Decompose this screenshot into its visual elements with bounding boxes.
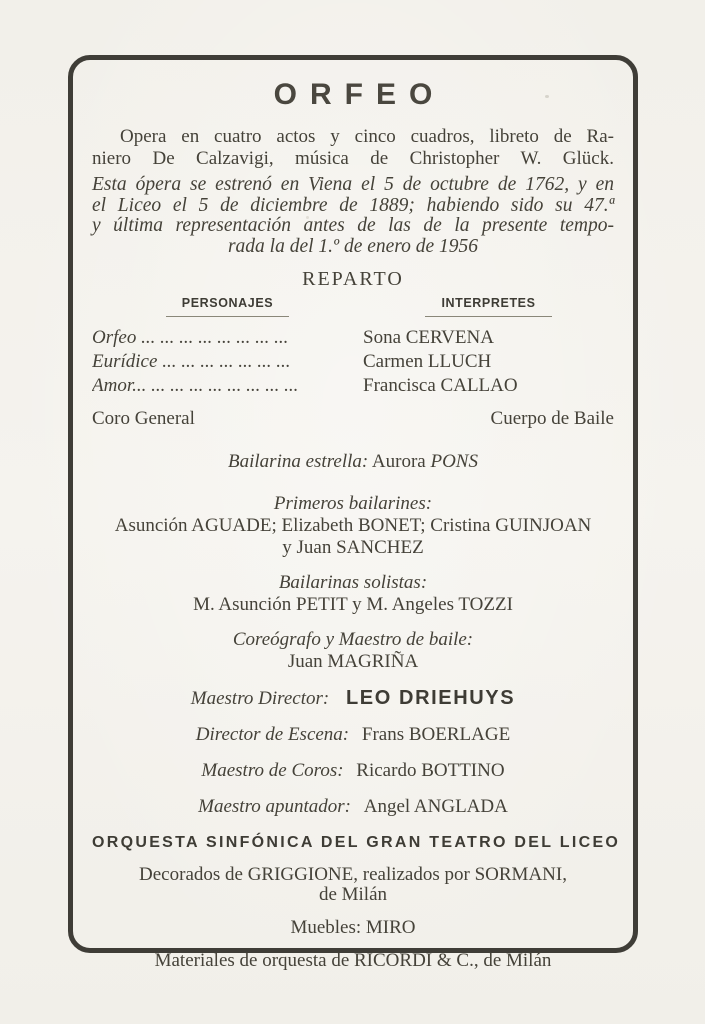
personajes-header-cell [92,294,363,317]
ensembles-row [92,407,614,431]
cuerpo-de-baile-label: Cuerpo de Baile [490,408,614,429]
coro-general-label: Coro General [92,408,195,429]
cast-interpreter: Carmen LLUCH [363,351,492,372]
premiere-note-line: y última representación antes de las de la presente tempo- [92,215,614,236]
muebles-credit: Muebles: MIRO [290,917,416,938]
maestro-coros-line [92,760,614,782]
maestro-apuntador-line [92,796,614,818]
dot-leader: ... ... ... ... ... ... ... [157,351,291,372]
cast-role: Amor... ... ... ... ... ... ... ... ... [92,375,299,396]
bailarina-estrella-first-name: Aurora [371,451,426,472]
coreografo-name: Juan MAGRIÑA [287,651,419,672]
maestro-coros-label: Maestro de Coros: [201,760,344,781]
bailarinas-solistas-names: M. Asunción PETIT y M. Angeles TOZZI [193,594,513,615]
primeros-bailarines-label: Primeros bailarines: [273,493,433,514]
intro-line: Opera en cuatro actos y cinco cuadros, libreto de Ra- [120,126,614,147]
cast-role: Orfeo ... ... ... ... ... ... ... ... [92,327,289,348]
decorados-credit: Decorados de GRIGGIONE, realizados por SORMANI, [139,864,567,885]
maestro-director-label: Maestro Director: [190,688,330,709]
cast-table [92,326,614,398]
maestro-apuntador-label: Maestro apuntador: [198,796,352,817]
cast-column-headers [92,294,614,317]
table-row [92,350,614,374]
director-escena-label: Director de Escena: [195,724,350,745]
maestro-apuntador-name: Angel ANGLADA [363,796,508,817]
maestro-coros-name: Ricardo BOTTINO [356,760,505,781]
bailarina-estrella-label: Bailarina estrella: [228,451,369,472]
maestro-director-line [92,687,614,710]
coreografo-label: Coreógrafo y Maestro de baile: [232,629,474,650]
table-row [92,326,614,350]
cast-interpreter: Francisca CALLAO [363,375,518,396]
decorados-credit-city: de Milán [318,884,388,905]
scan-speck [545,95,549,98]
interpretes-header-cell [363,294,614,317]
dot-leader: ... ... ... ... ... ... ... ... [146,375,299,396]
primeros-bailarines-names: Asunción AGUADE; Elizabeth BONET; Cristina GUINJOAN [114,515,592,536]
interpretes-column-header: INTERPRETES [425,296,551,317]
bailarinas-solistas-label: Bailarinas solistas: [278,572,428,593]
intro-paragraph [92,126,614,170]
director-escena-line [92,724,614,746]
dot-leader: ... ... ... ... ... ... ... ... [136,327,289,348]
premiere-note-line: rada la del 1.º de enero de 1956 [227,235,479,257]
director-escena-name: Frans BOERLAGE [361,724,511,745]
table-row [92,374,614,398]
page-title: ORFEO [273,78,446,111]
intro-line: niero De Calzavigi, música de Christopher W. Glück. [92,148,614,169]
premiere-note-line: el Liceo el 5 de diciembre de 1889; habiendo sido su 47.ª [92,194,614,216]
page-border-frame [68,55,638,971]
premiere-note-paragraph [92,175,614,257]
personajes-column-header: PERSONAJES [166,296,289,317]
maestro-director-name: LEO DRIEHUYS [345,687,516,709]
bailarina-estrella-surname: PONS [430,451,478,472]
orchestra-line: ORQUESTA SINFÓNICA DEL GRAN TEATRO DEL LICEO [92,834,621,851]
scan-speck [306,216,309,219]
materiales-credit: Materiales de orquesta de RICORDI & C., de Milán [154,950,552,971]
cast-interpreter: Sona CERVENA [363,327,494,348]
primeros-bailarines-names: y Juan SANCHEZ [282,537,424,558]
bailarina-estrella-line [92,451,614,473]
cast-role: Eurídice ... ... ... ... ... ... ... [92,351,291,372]
premiere-note-line: Esta ópera se estrenó en Viena el 5 de octubre de 1762, y en [92,174,614,195]
reparto-heading: REPARTO [302,268,404,290]
